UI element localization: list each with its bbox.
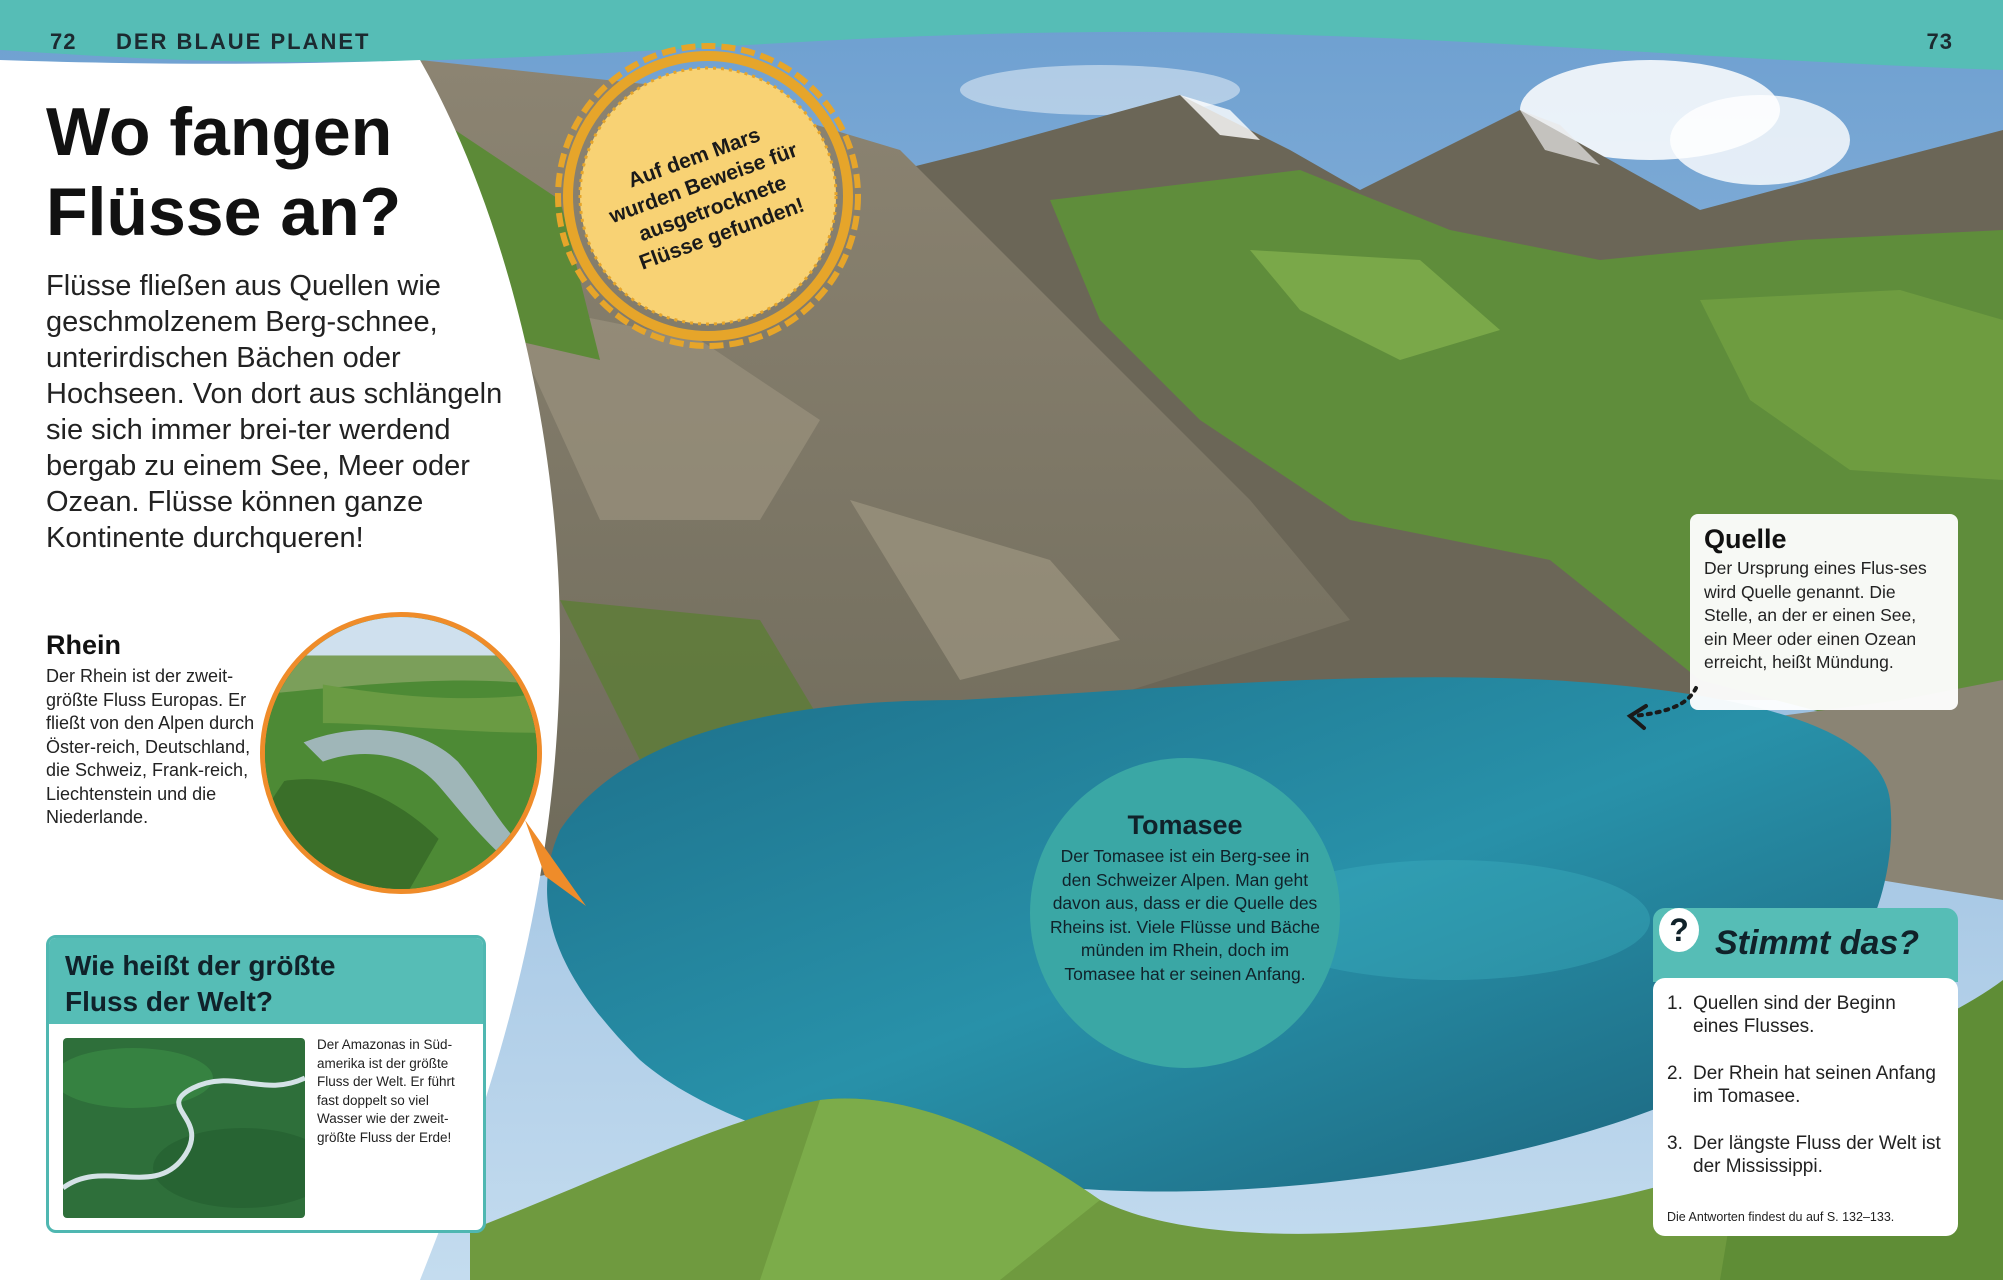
tomasee-heading: Tomasee	[1127, 810, 1243, 840]
fact-box-heading-line-2: Fluss der Welt?	[65, 986, 273, 1017]
quiz-box	[1653, 908, 1958, 1236]
quiz-item	[1667, 1132, 1944, 1178]
quiz-item	[1667, 1062, 1944, 1108]
fact-box-heading-line-1: Wie heißt der größte	[65, 950, 336, 981]
page-title-line-2: Flüsse an?	[46, 174, 402, 250]
page-number-left: 72	[50, 29, 77, 54]
tomasee-info-circle	[1030, 758, 1340, 1068]
rhein-valley-photo	[260, 612, 542, 894]
page-title-line-1: Wo fangen	[46, 94, 393, 170]
quelle-info-box	[1690, 514, 1958, 710]
page-number-right: 73	[1926, 29, 1953, 54]
quiz-item-number: 1.	[1667, 993, 1683, 1014]
mars-fact-text-wrap	[552, 40, 864, 352]
quelle-paragraph: Der Ursprung eines Flus-ses wird Quelle genannt. Die Stelle, an der er einen See, ein Meer oder einen Ozean erreicht, heißt Mündung.	[1704, 558, 1927, 672]
intro-paragraph: Flüsse fließen aus Quellen wie geschmolzenem Berg-schnee, unterirdischen Bächen oder Hochseen. Von dort aus schlängeln sie sich immer brei-ter werdend bergab zu einem See, Meer oder Ozean. Flüsse können ganze Kontinente durchqueren!	[46, 270, 503, 554]
page-title	[46, 92, 466, 252]
fact-box-heading	[49, 938, 483, 1024]
fact-box-largest-river	[46, 935, 486, 1233]
quiz-item-text: Quellen sind der Beginn eines Flusses.	[1693, 993, 1896, 1037]
rhein-heading: Rhein	[46, 630, 122, 660]
quiz-answers-footnote: Die Antworten findest du auf S. 132–133.	[1667, 1210, 1895, 1224]
quiz-header	[1653, 908, 1958, 982]
dotted-arrow-icon	[1610, 680, 1710, 750]
rhein-paragraph: Der Rhein ist der zweit-größte Fluss Europas. Er fließt von den Alpen durch Öster-reich, Deutschland, die Schweiz, Frank-reich, Liechtenstein und die Niederlande.	[46, 666, 255, 827]
amazon-river-photo	[63, 1038, 305, 1218]
question-mark-icon: ?	[1659, 908, 1699, 952]
quiz-item	[1667, 992, 1944, 1038]
quiz-item-number: 3.	[1667, 1133, 1683, 1154]
quelle-heading: Quelle	[1704, 524, 1787, 554]
section-title: DER BLAUE PLANET	[116, 29, 371, 54]
quiz-body	[1653, 978, 1958, 1236]
quiz-item-text: Der Rhein hat seinen Anfang im Tomasee.	[1693, 1063, 1936, 1107]
tomasee-paragraph: Der Tomasee ist ein Berg-see in den Schweizer Alpen. Man geht davon aus, dass er die Quelle des Rheins ist. Viele Flüsse und Bäche münden im Rhein, doch im Tomasee hat er seinen Anfang.	[1049, 846, 1321, 984]
quiz-item-text: Der längste Fluss der Welt ist der Mississippi.	[1693, 1133, 1941, 1177]
fact-box-paragraph: Der Amazonas in Süd-amerika ist der größte Fluss der Welt. Er führt fast doppelt so viel Wasser wie der zweit-größte Fluss der Erde!	[317, 1037, 455, 1145]
mars-fact-text: Auf dem Mars wurden Beweise für ausgetrocknete Flüsse gefunden!	[606, 123, 808, 275]
quiz-title: Stimmt das?	[1715, 924, 1920, 962]
quiz-item-number: 2.	[1667, 1063, 1683, 1084]
